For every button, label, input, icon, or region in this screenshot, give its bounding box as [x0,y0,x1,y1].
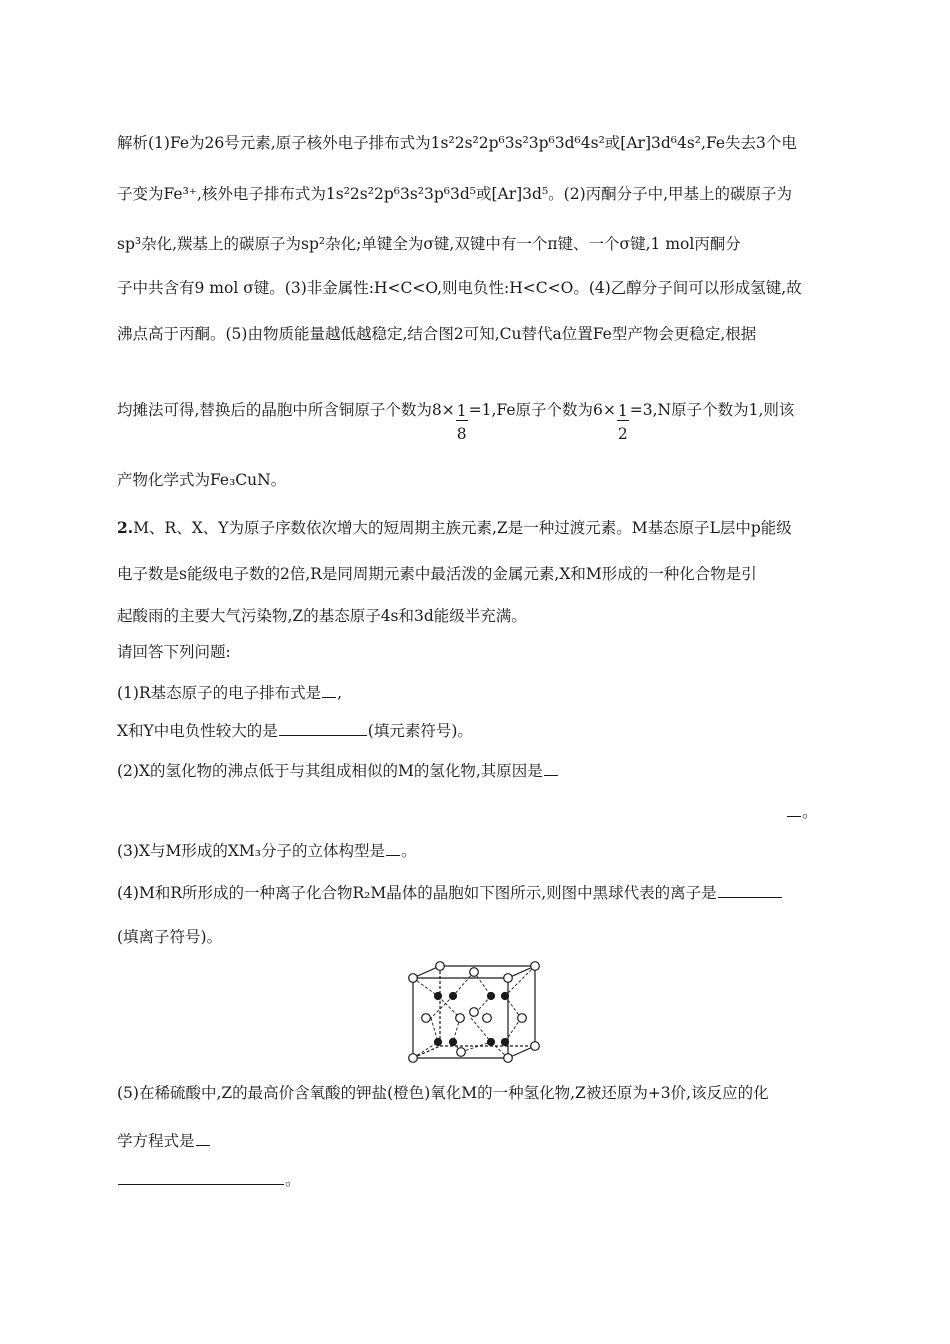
subquestion-2-text: (2)X的氢化物的沸点低于与其组成相似的M的氢化物,其原因是 [117,762,543,780]
answer-blank-1b[interactable] [279,719,367,736]
subquestion-4 [117,881,783,903]
analysis-line-7: 产物化学式为Fe₃CuN。 [117,471,287,489]
subquestion-3 [117,839,417,861]
subquestion-1a [117,681,342,703]
answer-blank-4[interactable] [718,881,782,898]
subquestion-3-text: (3)X与M形成的XM₃分子的立体构型是 [117,842,385,860]
answer-blank-5a[interactable] [196,1129,210,1146]
answer-blank-1a[interactable] [322,681,336,698]
analysis-line-6 [117,392,795,443]
subquestion-1b-text: X和Y中电负性较大的是 [117,722,278,740]
subquestion-5-answer-line [117,1168,301,1190]
subquestion-2-end: 。 [802,803,818,821]
answer-blank-2b[interactable] [787,800,801,817]
subquestion-5-cont-text: 学方程式是 [117,1132,195,1150]
fraction-one-eighth [456,404,468,442]
question-stem-line-1 [117,516,792,538]
subquestion-4-text: (4)M和R所形成的一种离子化合物R₂M晶体的晶胞如下图所示,则图中黑球代表的离子是 [117,884,717,902]
analysis-line-2: 子变为Fe³⁺,核外电子排布式为1s²2s²2p⁶3s²3p⁶3d⁵或[Ar]3d⁵。(2)丙酮分子中,甲基上的碳原子为 [117,185,793,203]
analysis-line-6-text-a: 均摊法可得,替换后的晶胞中所含铜原子个数为8× [117,401,455,419]
subquestion-3-end: 。 [400,842,417,860]
analysis-line-5: 沸点高于丙酮。(5)由物质能量越低越稳定,结合图2可知,Cu替代a位置Fe型产物会更稳定,根据 [117,325,757,343]
subquestion-5-continuation [117,1129,211,1151]
white-ions [409,962,540,1063]
answer-blank-3[interactable] [386,839,400,856]
subquestion-5-end: 。 [285,1171,301,1189]
fraction-numerator: 1 [456,402,467,420]
subquestion-5: (5)在稀硫酸中,Z的最高价含氧酸的钾盐(橙色)氧化M的一种氢化物,Z被还原为+3价,该反应的化 [117,1084,769,1102]
fraction-denominator: 2 [617,420,629,443]
subquestion-4-continuation: (填离子符号)。 [117,928,223,946]
analysis-line-6-text-b: =1,Fe原子个数为6× [468,401,616,419]
analysis-line-3: sp³杂化,羰基上的碳原子为sp²杂化;单键全为σ键,双键中有一个π键、一个σ键,1 mol丙酮分 [117,235,741,253]
subquestion-2-continuation [786,800,818,822]
question-stem-line-2: 电子数是s能级电子数的2倍,R是同周期元素中最活泼的金属元素,X和M形成的一种化合物是引 [117,565,757,583]
question-stem-text-1: M、R、X、Y为原子序数依次增大的短周期主族元素,Z是一种过渡元素。M基态原子L层中p能级 [133,519,792,537]
subquestion-2 [117,759,559,781]
fraction-one-half [617,404,629,442]
question-prompt: 请回答下列问题: [117,643,231,661]
question-stem-line-3: 起酸雨的主要大气污染物,Z的基态原子4s和3d能级半充满。 [117,607,527,625]
subquestion-1b-end: (填元素符号)。 [367,722,473,740]
fraction-denominator: 8 [456,420,468,443]
subquestion-1a-text: (1)R基态原子的电子排布式是 [117,684,322,702]
answer-blank-5b[interactable] [118,1168,284,1185]
fraction-numerator: 1 [617,402,628,420]
subquestion-1b [117,719,473,741]
crystal-cell-diagram [405,958,545,1070]
answer-blank-2a[interactable] [544,759,558,776]
subquestion-1a-end: , [337,684,343,702]
analysis-line-1: 解析(1)Fe为26号元素,原子核外电子排布式为1s²2s²2p⁶3s²3p⁶3d⁶4s²或[Ar]3d⁶4s²,Fe失去3个电 [117,134,797,152]
question-number: 2. [117,518,134,537]
analysis-line-6-text-c: =3,N原子个数为1,则该 [629,401,795,419]
analysis-line-4: 子中共含有9 mol σ键。(3)非金属性:H<C<O,则电负性:H<C<O。(4)乙醇分子间可以形成氢键,故 [117,279,802,297]
